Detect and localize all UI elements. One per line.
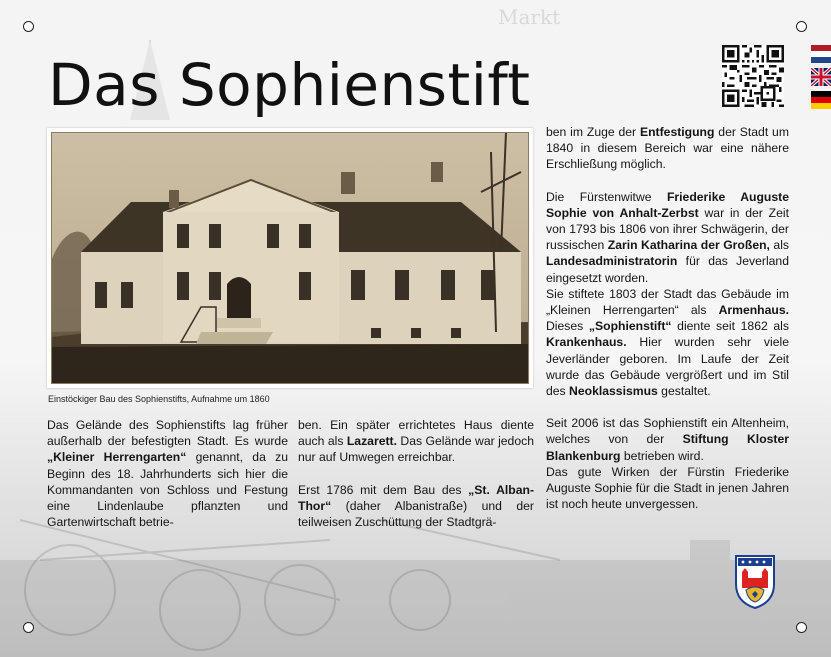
text-run: gestaltet. bbox=[657, 384, 711, 399]
bold-term: „Kleiner Herrengarten“ bbox=[47, 450, 187, 465]
paragraph-altenheim bbox=[546, 415, 789, 464]
photo-caption: Einstöckiger Bau des Sophienstifts, Aufnahme um 1860 bbox=[48, 394, 270, 404]
text-run: der Stadt um 1840 in diesem Bereich war eine nähere Erschließung möglich. bbox=[546, 125, 789, 172]
sophienstift-photo bbox=[51, 132, 529, 384]
markt-lettering: Markt bbox=[498, 5, 561, 29]
text-run: Dieses bbox=[546, 319, 589, 334]
bold-term: Entfestigung bbox=[639, 125, 715, 139]
bold-term: Zarin Katharina der Großen, bbox=[607, 238, 770, 253]
text-run: als bbox=[769, 238, 790, 253]
text-run: Erst 1786 mit dem Bau des bbox=[298, 482, 469, 497]
photo-frame bbox=[47, 128, 533, 388]
bold-term: Lazarett. bbox=[346, 434, 397, 449]
germany-flag[interactable] bbox=[811, 91, 831, 109]
text-run: Die Fürstenwitwe bbox=[546, 189, 667, 204]
bold-term: Landesadministratorin bbox=[546, 254, 678, 269]
text-run: diente seit 1862 als bbox=[671, 319, 789, 334]
paragraph-alban-thor bbox=[298, 482, 534, 531]
bold-term: Friederike Auguste Sophie von Anhalt-Zerbst bbox=[546, 189, 789, 220]
mounting-hole-top-right bbox=[796, 21, 807, 32]
text-column-3 bbox=[546, 124, 789, 512]
mounting-hole-bottom-left bbox=[23, 622, 34, 633]
text-column-1 bbox=[47, 417, 288, 530]
paragraph-closing bbox=[546, 464, 789, 513]
text-run: Hier wurden sehr viele Jeverländer geboren. Im Laufe der Zeit wurde das Gebäude vergrößert und im Stil des bbox=[546, 335, 789, 399]
text-run: für das Jeverland eingesetzt worden. bbox=[546, 254, 789, 285]
bold-term: Neoklassismus bbox=[569, 384, 658, 399]
text-run: ben im Zuge der bbox=[546, 125, 640, 139]
text-run: Das Gelände war jedoch nur auf Umwegen erreichbar. bbox=[298, 434, 534, 465]
netherlands-flag[interactable] bbox=[811, 45, 831, 63]
text-run: Seit 2006 ist das Sophienstift ein Altenheim, welches von der bbox=[546, 416, 789, 447]
text-column-2 bbox=[298, 417, 534, 530]
paragraph-fuerstenwitwe bbox=[546, 189, 789, 286]
paragraph-intro bbox=[47, 417, 288, 530]
text-run: Sie stiftete 1803 der Stadt das Gebäude im „Kleinen Herrengarten“ als bbox=[546, 286, 789, 318]
text-run: Das Gelände des Sophienstifts lag früher außerhalb der befestigten Stadt. Es wurde bbox=[47, 418, 288, 449]
text-run: war in der Zeit von 1793 bis 1806 von ihrer Schwägerin, der russischen bbox=[546, 205, 789, 253]
bold-term: „Sophienstift“ bbox=[588, 319, 672, 334]
paragraph-entfestigung bbox=[546, 124, 789, 173]
text-run: genannt, da zu Beginn des 18. Jahrhunderts sich hier die Kommandanten von Schloss und Festung eine Lindenlaube pflanzten und Gartenwirtschaft betrie- bbox=[47, 450, 288, 530]
bold-term: Armenhaus. bbox=[718, 303, 789, 318]
bold-term: „St. AlbanThor“ bbox=[298, 482, 534, 513]
mounting-hole-top-left bbox=[23, 21, 34, 32]
paragraph-armenhaus bbox=[546, 286, 789, 399]
paragraph-lazarett bbox=[298, 417, 534, 466]
uk-flag[interactable] bbox=[811, 68, 831, 86]
bold-term: Krankenhaus. bbox=[546, 335, 627, 350]
mounting-hole-bottom-right bbox=[796, 622, 807, 633]
text-run: (daher Albanistraße) und der teilweisen Zuschüttung der Stadtgrä- bbox=[298, 498, 534, 530]
bold-term: Stiftung Kloster Blankenburg bbox=[546, 432, 789, 463]
text-run: ben. Ein später errichtetes Haus diente auch als bbox=[298, 418, 534, 449]
qr-code[interactable] bbox=[722, 45, 784, 107]
text-run: Das gute Wirken der Fürstin Friederike Auguste Sophie für die Stadt in jenen Jahren ist noch heute unvergessen. bbox=[546, 464, 789, 512]
coat-of-arms-icon bbox=[734, 554, 776, 610]
page-title: Das Sophienstift bbox=[48, 51, 531, 119]
text-run: betrieben wird. bbox=[620, 448, 704, 463]
